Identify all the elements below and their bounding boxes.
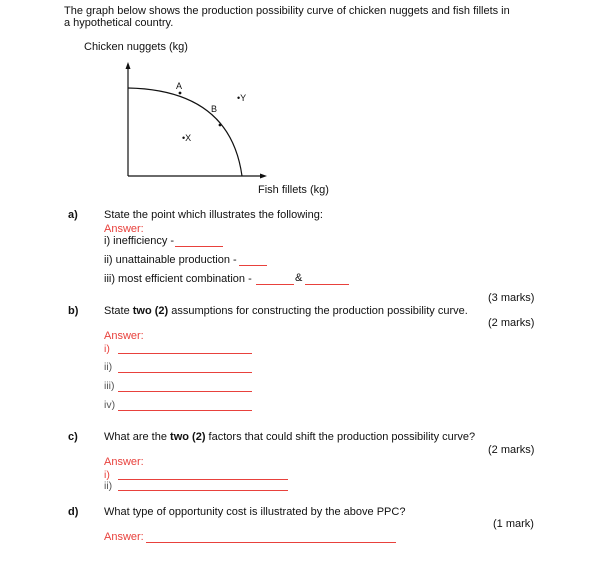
y-axis-arrow [126, 62, 131, 69]
question-d-label: d) [68, 506, 79, 518]
question-b-answer-label: Answer: [104, 330, 144, 342]
question-c-item-2: ii) [104, 480, 113, 492]
point-b-dot [219, 124, 222, 127]
question-b-label: b) [68, 305, 79, 317]
point-b-label: B [211, 104, 218, 114]
intro-line-1: The graph below shows the production possibility curve of chicken nuggets and fish fillets in [64, 5, 510, 17]
answer-line-a-3a[interactable] [256, 284, 294, 285]
question-d-answer-label: Answer: [104, 531, 144, 543]
answer-line-d[interactable] [146, 542, 396, 543]
answer-line-b-4[interactable] [118, 410, 252, 411]
question-a-answer-label: Answer: [104, 223, 144, 235]
point-a-label: A [176, 81, 183, 91]
answer-line-c-1[interactable] [118, 479, 288, 480]
question-a-amp: & [295, 272, 303, 284]
answer-line-a-1[interactable] [175, 246, 223, 247]
question-a-prompt: State the point which illustrates the following: [104, 209, 323, 221]
intro-line-2: a hypothetical country. [64, 17, 174, 29]
answer-line-b-3[interactable] [118, 391, 252, 392]
x-axis-arrow [260, 174, 267, 179]
question-d-prompt: What type of opportunity cost is illustrated by the above PPC? [104, 506, 406, 518]
y-axis-label: Chicken nuggets (kg) [84, 41, 188, 53]
question-d-marks: (1 mark) [493, 518, 534, 530]
answer-line-b-1[interactable] [118, 353, 252, 354]
ppc-curve [128, 88, 242, 176]
question-c-marks: (2 marks) [488, 444, 535, 456]
question-a-marks: (3 marks) [488, 292, 535, 304]
answer-line-a-3b[interactable] [305, 284, 349, 285]
answer-line-c-2[interactable] [118, 490, 288, 491]
question-c-prompt: What are the two (2) factors that could shift the production possibility curve? [104, 431, 476, 443]
x-axis-label: Fish fillets (kg) [258, 184, 329, 196]
question-b-prompt: State two (2) assumptions for constructing the production possibility curve. [104, 305, 468, 317]
ppc-graph [120, 60, 270, 185]
answer-line-a-2[interactable] [239, 265, 267, 266]
point-a-dot [179, 92, 182, 95]
question-c-item-1: i) [104, 469, 110, 481]
question-b-marks: (2 marks) [488, 317, 535, 329]
question-b-item-1: i) [104, 343, 110, 355]
question-b-item-3: iii) [104, 380, 115, 392]
point-x-label: •X [182, 133, 192, 143]
question-a-label: a) [68, 209, 78, 221]
question-c-label: c) [68, 431, 78, 443]
point-y-label: •Y [237, 93, 247, 103]
question-a-item-2: ii) unattainable production - [104, 254, 237, 266]
question-c-answer-label: Answer: [104, 456, 144, 468]
answer-line-b-2[interactable] [118, 372, 252, 373]
question-b-item-2: ii) [104, 361, 113, 373]
question-a-item-1: i) inefficiency - [104, 235, 175, 247]
question-b-item-4: iv) [104, 399, 116, 411]
question-a-item-3: iii) most efficient combination - [104, 273, 252, 285]
